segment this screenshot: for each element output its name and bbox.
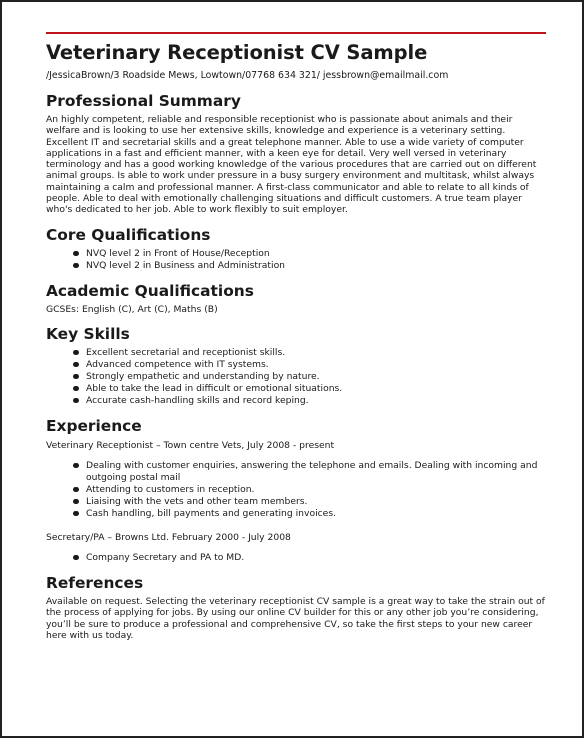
academic-qualifications-heading: Academic Qualifications (46, 281, 254, 300)
summary-text: An highly competent, reliable and responsible receptionist who is passionate about animals and their welfare and is looking to use her extensive skills, knowledge and experience is a veterinary setting. Excellent IT and secretarial skills and a great telephone manner. Able to use a wide variety of computer applications in a fast and efficient manner, with a keen eye for detail. Very well versed in veterinary terminology and has a good working knowledge of the various procedures that are carried out on different animal groups. Is able to work under pressure in a busy surgery environment and multitask, whilst always maintaining a calm and professional manner. A first-class communicator and able to relate to all kinds of people. Able to deal with emotionally challenging situations and difficult customers. A true team player who's dedicated to her job. Able to work flexibly to suit employer. (46, 114, 537, 216)
list-item: NVQ level 2 in Front of House/Reception (86, 248, 546, 260)
list-item: Strongly empathetic and understanding by nature. (86, 371, 546, 383)
list-item: Cash handling, bill payments and generating invoices. (86, 508, 546, 520)
contact-line: /JessicaBrown/3 Roadside Mews, Lowtown/07768 634 321/ jessbrown@emailmail.com (46, 70, 449, 81)
list-item: Accurate cash-handling skills and record keping. (86, 395, 546, 407)
job-title: Secretary/PA – Browns Ltd. February 2000 - July 2008 (46, 531, 291, 543)
key-skills-list (46, 347, 546, 407)
job-title: Veterinary Receptionist – Town centre Vets, July 2008 - present (46, 439, 335, 451)
job-duties-list (46, 552, 546, 564)
core-qualifications-heading: Core Qualifications (46, 225, 211, 244)
core-qualifications-list (46, 248, 546, 272)
list-item: Attending to customers in reception. (86, 484, 546, 496)
list-item: NVQ level 2 in Business and Administration (86, 260, 546, 272)
cv-title: Veterinary Receptionist CV Sample (46, 41, 428, 64)
references-text: Available on request. Selecting the veterinary receptionist CV sample is a great way to take the strain out of the process of applying for jobs. By using our online CV builder for this or any other job you’re considering, you’ll be sure to produce a professional and comprehensive CV, so take the first steps to your new career here with us today. (46, 595, 545, 641)
cv-content (46, 39, 546, 641)
list-item: Able to take the lead in difficult or emotional situations. (86, 383, 546, 395)
experience-heading: Experience (46, 416, 142, 435)
references-heading: References (46, 573, 144, 592)
list-item: Liaising with the vets and other team members. (86, 496, 546, 508)
header-red-rule (46, 32, 546, 34)
summary-heading: Professional Summary (46, 92, 241, 110)
spacer (46, 520, 546, 528)
list-item: Advanced competence with IT systems. (86, 359, 546, 371)
list-item: Company Secretary and PA to MD. (86, 552, 546, 564)
academic-qualifications-text: GCSEs: English (C), Art (C), Maths (B) (46, 303, 218, 315)
job-duties-list (46, 460, 546, 520)
list-item: Excellent secretarial and receptionist skills. (86, 347, 546, 359)
list-item: Dealing with customer enquiries, answering the telephone and emails. Dealing with incoming and outgoing postal mail (86, 460, 546, 484)
key-skills-heading: Key Skills (46, 324, 130, 343)
